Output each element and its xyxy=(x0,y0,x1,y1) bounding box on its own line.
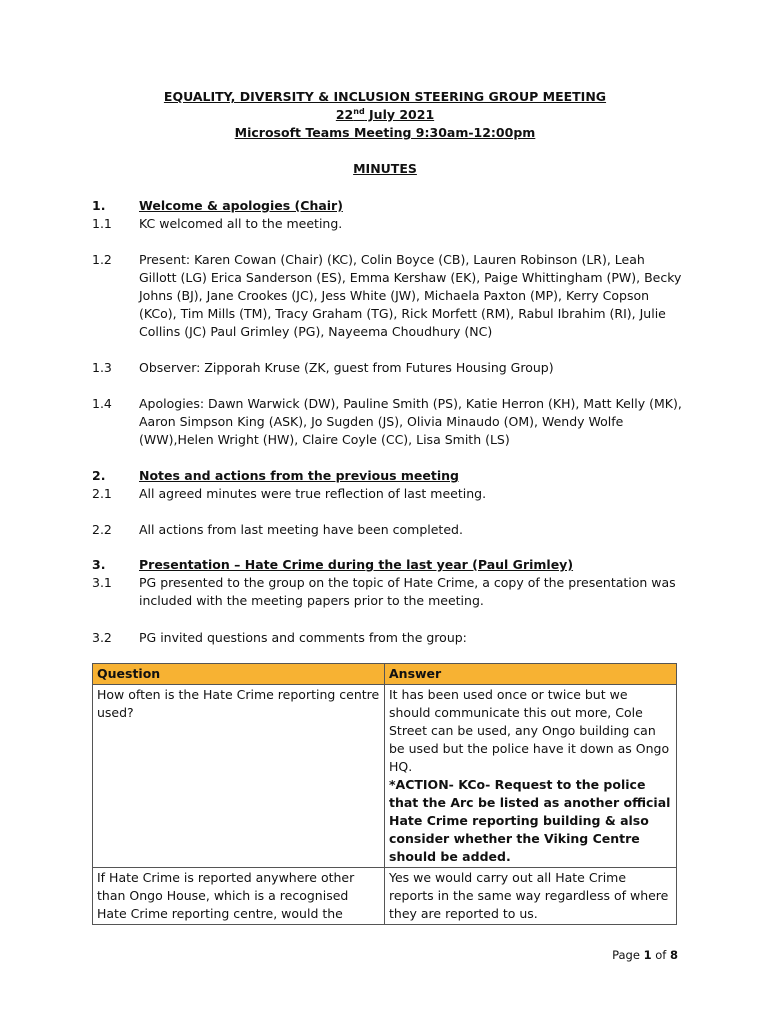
section-number: 2. xyxy=(92,468,106,483)
item-text: Observer: Zipporah Kruse (ZK, guest from Futures Housing Group) xyxy=(139,360,554,375)
of-label: of xyxy=(651,948,670,962)
table-row xyxy=(93,685,677,868)
section-number: 3. xyxy=(92,557,106,572)
question-cell: If Hate Crime is reported anywhere other than Ongo House, which is a recognised Hate Crime reporting centre, would the xyxy=(93,868,385,925)
answer-cell xyxy=(385,868,677,925)
minutes-heading: MINUTES xyxy=(353,161,417,176)
document-title: EQUALITY, DIVERSITY & INCLUSION STEERING GROUP MEETING xyxy=(163,89,607,104)
item-text: Present: Karen Cowan (Chair) (KC), Colin Boyce (CB), Lauren Robinson (LR), Leah Gillott (LG) Erica Sanderson (ES), Emma Kershaw (EK), Paige Whittingham (PW), Becky Johns (BJ), Jane Crookes (JC), Jess White (JW), Michaela Paxton (MP), Kerry Copson (KCo), Tim Mills (TM), Tracy Graham (TG), Rick Morfett (RM), Rabul Ibrahim (RI), Julie Collins (JC) Paul Grimley (PG), Nayeema Choudhury (NC) xyxy=(139,252,682,339)
item-text: Apologies: Dawn Warwick (DW), Pauline Smith (PS), Katie Herron (KH), Matt Kelly (MK), Aaron Simpson King (ASK), Jo Sugden (JS), Olivia Minaudo (OM), Wendy Wolfe (WW),Helen Wright (HW), Claire Coyle (CC), Lisa Smith (LS) xyxy=(139,396,682,447)
item-text: PG presented to the group on the topic of Hate Crime, a copy of the presentation was included with the meeting papers prior to the meeting. xyxy=(139,575,676,608)
item-number: 3.2 xyxy=(92,630,112,645)
item-number: 1.4 xyxy=(92,396,112,411)
item-text: All actions from last meeting have been completed. xyxy=(139,522,463,537)
qa-table xyxy=(92,663,677,925)
date-rest: July 2021 xyxy=(364,107,435,122)
page-current: 1 xyxy=(643,948,652,962)
date-day: 22 xyxy=(335,107,354,122)
section-number: 1. xyxy=(92,198,106,213)
page-label: Page xyxy=(612,948,644,962)
answer-cell xyxy=(385,685,677,868)
section-title: Presentation – Hate Crime during the last year (Paul Grimley) xyxy=(139,557,574,572)
page-total: 8 xyxy=(669,948,678,962)
answer-text: It has been used once or twice but we should communicate this out more, Cole Street can be used, any Ongo building can be used but the police have it down as Ongo HQ. xyxy=(389,687,670,774)
item-number: 3.1 xyxy=(92,575,112,590)
item-number: 1.3 xyxy=(92,360,112,375)
date-suffix: nd xyxy=(353,106,365,116)
column-header-answer: Answer xyxy=(385,664,677,685)
item-text: PG invited questions and comments from the group: xyxy=(139,630,467,645)
answer-text: Yes we would carry out all Hate Crime reports in the same way regardless of where they are reported to us. xyxy=(389,870,669,921)
item-number: 1.1 xyxy=(92,216,112,231)
item-number: 2.1 xyxy=(92,486,112,501)
column-header-question: Question xyxy=(93,664,385,685)
section-title: Welcome & apologies (Chair) xyxy=(139,198,343,213)
item-number: 1.2 xyxy=(92,252,112,267)
item-text: All agreed minutes were true reflection of last meeting. xyxy=(139,486,487,501)
meeting-location: Microsoft Teams Meeting 9:30am-12:00pm xyxy=(234,125,536,140)
section-title: Notes and actions from the previous meeting xyxy=(139,468,459,483)
question-cell: How often is the Hate Crime reporting centre used? xyxy=(93,685,385,868)
item-text: KC welcomed all to the meeting. xyxy=(139,216,343,231)
table-row xyxy=(93,868,677,925)
page-number xyxy=(0,948,678,962)
item-number: 2.2 xyxy=(92,522,112,537)
action-note: *ACTION- KCo- Request to the police that the Arc be listed as another official Hate Crime reporting building & also consider whether the Viking Centre should be added. xyxy=(389,777,671,864)
table-header-row xyxy=(93,664,677,685)
meeting-date xyxy=(0,107,770,122)
